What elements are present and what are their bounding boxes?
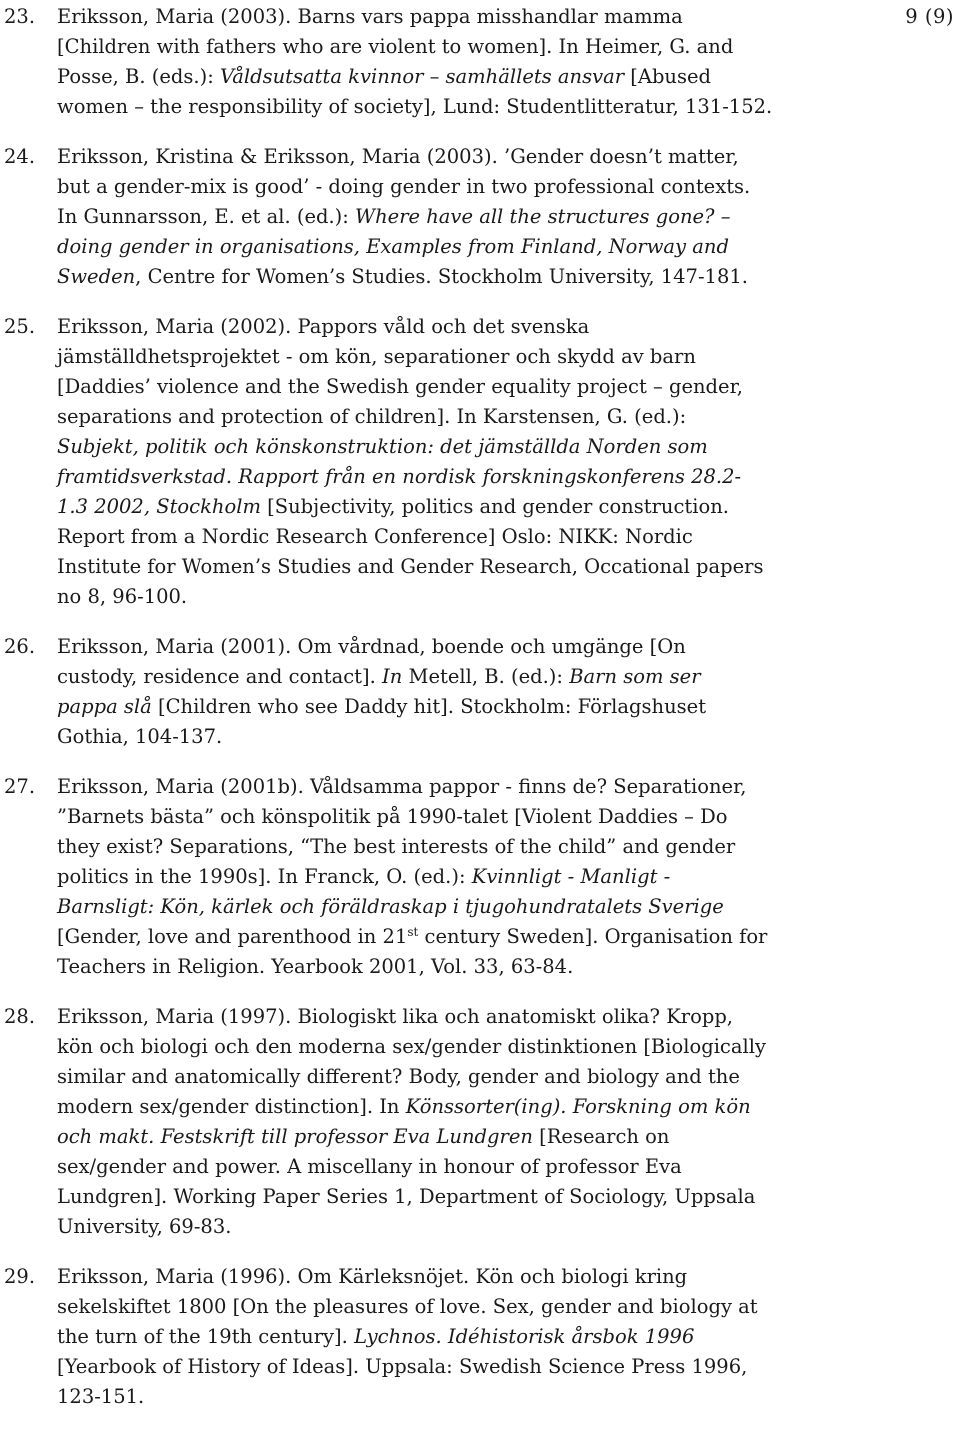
text-segment: sekelskiftet 1800 [On the pleasures of love. Sex, gender and biology at — [57, 1295, 758, 1318]
reference-number: 29. — [4, 1265, 36, 1288]
text-segment: Report from a Nordic Research Conference] Oslo: NIKK: Nordic — [57, 525, 693, 548]
text-segment: [Yearbook of History of Ideas]. Uppsala: Swedish Science Press 1996, — [57, 1355, 748, 1378]
reference-item — [4, 632, 804, 752]
text-segment: modern sex/gender distinction]. In — [57, 1095, 406, 1118]
reference-item — [4, 1002, 804, 1242]
reference-line — [57, 1032, 804, 1062]
reference-line — [57, 802, 804, 832]
reference-line — [57, 172, 804, 202]
italic-text: doing gender in organisations, Examples from Finland, Norway and — [57, 235, 729, 258]
text-segment: [Subjectivity, politics and gender construction. — [260, 495, 729, 518]
reference-text — [57, 1002, 804, 1242]
reference-text — [57, 2, 804, 122]
italic-text: Barn som ser — [569, 665, 701, 688]
italic-text: framtidsverkstad. Rapport från en nordisk forskningskonferens 28.2- — [57, 465, 742, 488]
text-segment: politics in the 1990s]. In Franck, O. (ed.): — [57, 865, 472, 888]
reference-number: 26. — [4, 635, 36, 658]
text-segment: 123-151. — [57, 1385, 145, 1408]
reference-line — [57, 402, 804, 432]
reference-line — [57, 2, 804, 32]
reference-line — [57, 1182, 804, 1212]
reference-line — [57, 522, 804, 552]
reference-line — [57, 832, 804, 862]
reference-item — [4, 312, 804, 612]
reference-line — [57, 582, 804, 612]
text-segment: [Children with fathers who are violent to women]. In Heimer, G. and — [57, 35, 734, 58]
reference-line — [57, 312, 804, 342]
italic-text: Where have all the structures gone? – — [355, 205, 731, 228]
reference-line — [57, 1122, 804, 1152]
reference-list — [4, 2, 804, 1432]
text-segment: Teachers in Religion. Yearbook 2001, Vol. 33, 63-84. — [57, 955, 574, 978]
reference-line — [57, 462, 804, 492]
italic-text: Sweden — [57, 265, 136, 288]
text-segment: custody, residence and contact]. — [57, 665, 383, 688]
text-segment: , Centre for Women’s Studies. Stockholm University, 147-181. — [135, 265, 748, 288]
text-segment: Lundgren]. Working Paper Series 1, Department of Sociology, Uppsala — [57, 1185, 756, 1208]
text-segment: Eriksson, Maria (1997). Biologiskt lika och anatomiskt olika? Kropp, — [57, 1005, 733, 1028]
text-segment: [Children who see Daddy hit]. Stockholm: Förlagshuset — [151, 695, 707, 718]
italic-text: 1.3 2002, Stockholm — [57, 495, 261, 518]
text-segment: ”Barnets bästa” och könspolitik på 1990-talet [Violent Daddies – Do — [57, 805, 728, 828]
reference-text — [57, 772, 804, 982]
text-segment: Eriksson, Maria (2002). Pappors våld och det svenska — [57, 315, 590, 338]
italic-text: In — [382, 665, 403, 688]
reference-text — [57, 632, 804, 752]
reference-line — [57, 432, 804, 462]
reference-line — [57, 552, 804, 582]
text-segment: separations and protection of children]. In Karstensen, G. (ed.): — [57, 405, 687, 428]
reference-line — [57, 1262, 804, 1292]
reference-line — [57, 892, 804, 922]
text-segment: the turn of the 19th century]. — [57, 1325, 355, 1348]
text-segment: Eriksson, Kristina & Eriksson, Maria (2003). ’Gender doesn’t matter, — [57, 145, 739, 168]
reference-line — [57, 32, 804, 62]
reference-line — [57, 1352, 804, 1382]
reference-line — [57, 202, 804, 232]
italic-text: och makt. Festskrift till professor Eva Lundgren — [57, 1125, 533, 1148]
reference-line — [57, 1092, 804, 1122]
text-segment: Eriksson, Maria (2001). Om vårdnad, boende och umgänge [On — [57, 635, 686, 658]
text-segment: Gothia, 104-137. — [57, 725, 223, 748]
text-segment: University, 69-83. — [57, 1215, 232, 1238]
italic-text: Våldsutsatta kvinnor – samhällets ansvar — [219, 65, 625, 88]
reference-line — [57, 1002, 804, 1032]
reference-item — [4, 142, 804, 292]
text-segment: [Gender, love and parenthood in 21 — [57, 925, 408, 948]
reference-line — [57, 1292, 804, 1322]
reference-number: 25. — [4, 315, 36, 338]
reference-line — [57, 722, 804, 752]
text-segment: but a gender-mix is good’ - doing gender in two professional contexts. — [57, 175, 751, 198]
text-segment: women – the responsibility of society], Lund: Studentlitteratur, 131-152. — [57, 95, 773, 118]
reference-line — [57, 862, 804, 892]
reference-line — [57, 632, 804, 662]
reference-item — [4, 772, 804, 982]
text-segment: century Sweden]. Organisation for — [418, 925, 768, 948]
reference-line — [57, 772, 804, 802]
reference-line — [57, 142, 804, 172]
reference-line — [57, 372, 804, 402]
text-segment: sex/gender and power. A miscellany in honour of professor Eva — [57, 1155, 682, 1178]
reference-text — [57, 312, 804, 612]
reference-number: 27. — [4, 775, 36, 798]
superscript-text: st — [407, 925, 419, 939]
italic-text: Könssorter(ing). Forskning om kön — [405, 1095, 751, 1118]
text-segment: kön och biologi och den moderna sex/gender distinktionen [Biologically — [57, 1035, 766, 1058]
reference-line — [57, 952, 804, 982]
text-segment: [Abused — [624, 65, 712, 88]
text-segment: they exist? Separations, “The best interests of the child” and gender — [57, 835, 736, 858]
text-segment: [Daddies’ violence and the Swedish gender equality project – gender, — [57, 375, 743, 398]
reference-line — [57, 692, 804, 722]
text-segment: similar and anatomically different? Body, gender and biology and the — [57, 1065, 740, 1088]
reference-line — [57, 922, 804, 952]
italic-text: Kvinnligt - Manligt - — [471, 865, 671, 888]
text-segment: Eriksson, Maria (2003). Barns vars pappa misshandlar mamma — [57, 5, 683, 28]
reference-number: 23. — [4, 5, 36, 28]
text-segment: In Gunnarsson, E. et al. (ed.): — [57, 205, 356, 228]
reference-line — [57, 262, 804, 292]
reference-number: 28. — [4, 1005, 36, 1028]
text-segment: Eriksson, Maria (2001b). Våldsamma pappor - finns de? Separationer, — [57, 775, 747, 798]
reference-line — [57, 492, 804, 522]
text-segment: no 8, 96-100. — [57, 585, 188, 608]
text-segment: Metell, B. (ed.): — [402, 665, 570, 688]
reference-text — [57, 142, 804, 292]
text-segment: [Research on — [532, 1125, 670, 1148]
text-segment: Posse, B. (eds.): — [57, 65, 220, 88]
text-segment: Institute for Women’s Studies and Gender Research, Occational papers — [57, 555, 764, 578]
reference-item — [4, 1262, 804, 1412]
reference-number: 24. — [4, 145, 36, 168]
reference-line — [57, 92, 804, 122]
reference-line — [57, 1152, 804, 1182]
page-number: 9 (9) — [905, 5, 954, 28]
reference-line — [57, 1062, 804, 1092]
reference-line — [57, 1382, 804, 1412]
reference-item — [4, 2, 804, 122]
italic-text: Subjekt, politik och könskonstruktion: det jämställda Norden som — [57, 435, 708, 458]
italic-text: Barnsligt: Kön, kärlek och föräldraskap i tjugohundratalets Sverige — [57, 895, 724, 918]
italic-text: pappa slå — [57, 695, 152, 718]
reference-line — [57, 342, 804, 372]
text-segment: Eriksson, Maria (1996). Om Kärleksnöjet. Kön och biologi kring — [57, 1265, 688, 1288]
reference-line — [57, 62, 804, 92]
reference-line — [57, 1212, 804, 1242]
text-segment: jämställdhetsprojektet - om kön, separationer och skydd av barn — [57, 345, 696, 368]
reference-line — [57, 232, 804, 262]
reference-text — [57, 1262, 804, 1412]
reference-line — [57, 1322, 804, 1352]
italic-text: Lychnos. Idéhistorisk årsbok 1996 — [354, 1325, 695, 1348]
reference-line — [57, 662, 804, 692]
